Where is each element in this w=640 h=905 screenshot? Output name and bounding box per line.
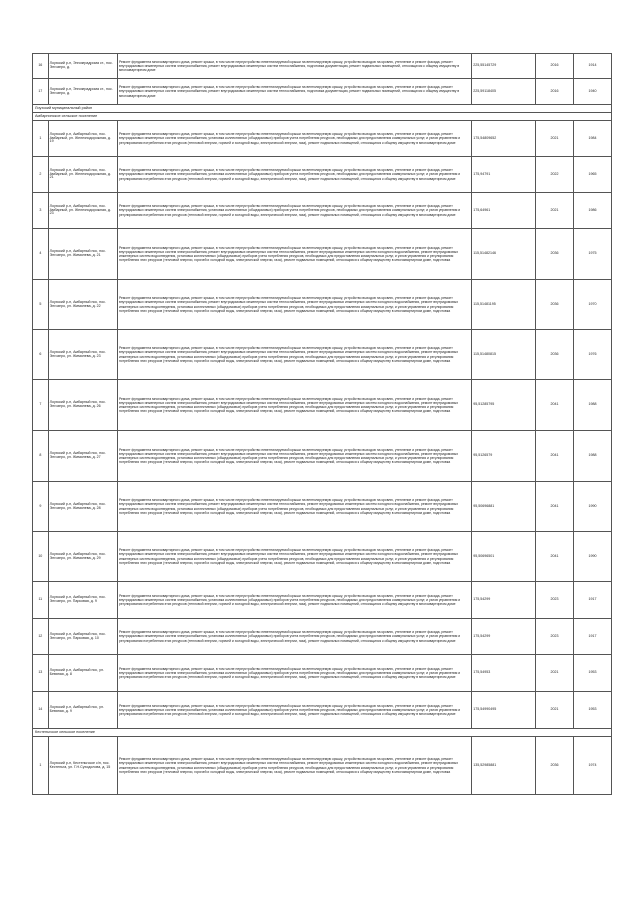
cost-cell: 95,50696881 — [472, 482, 536, 532]
cost-cell: 175,54990495 — [472, 692, 536, 729]
plan-year-cell: 2041 — [535, 482, 573, 532]
plan-year-cell: 2041 — [535, 431, 573, 482]
table-row — [33, 193, 612, 229]
cost-cell: 95,5126579 — [472, 431, 536, 482]
section-title: Кестеньгское сельское поселение — [33, 729, 612, 737]
plan-year-cell: 2021 — [535, 193, 573, 229]
cost-cell: 175,54299 — [472, 619, 536, 655]
address-cell: Лоухский р-н, Амбарный пос, пос. Энгозеро, ул. Жимилева, д. 22 — [48, 280, 117, 330]
plan-year-cell: 2036 — [535, 330, 573, 380]
plan-year-cell: 2016 — [535, 54, 573, 79]
address-cell: Лоухский р-н, Амбарный пос, ул. Бевяная, д. 8 — [48, 655, 117, 692]
address-cell: Лоухский р-н, Амбарный пос, пос. Амбарный, ул. Железнодорожная, д. 21 — [48, 157, 117, 193]
plan-year-cell: 2036 — [535, 280, 573, 330]
cost-cell: 115,51482146 — [472, 229, 536, 280]
address-cell: Лоухский р-н, Кестеньгское с/п, пос. Кестеньга, ул. Г.Н.Суходолова, д. 15 — [48, 737, 117, 795]
table-row — [33, 229, 612, 280]
plan-year-cell: 2016 — [535, 79, 573, 105]
row-number: 17 — [33, 79, 49, 105]
plan-year-cell: 2041 — [535, 532, 573, 582]
table-row — [33, 482, 612, 532]
works-cell: Ремонт фундамента многоквартирного дома, ремонт крыши, в том числе переустройство невентилируемой крыши на вентилируемую крышу, устройство выходов на кровлю, утепление и ремонт фасада, ремонт внутридомовых инженерных систем электроснабжения, ремонт внутридомовых инженерных систем теплоснабжения, ремонт внутридомовых инженерных систем холодного водоснабжения, ремонт внутридомовых инженерных систем водоотведения, установка коллективных (общедомовых) приборов учета потребления ресурсов, необходимых для предоставления коммунальных услуг, и узлов управления и регулирования потребления этих ресурсов (тепловой энергии, горячей и холодной воды, электрической энергии, газа), ремонт подвальных помещений, относящихся к общему имуществу в многоквартирном доме, подготовка — [117, 330, 471, 380]
cost-cell: 175,94791 — [472, 157, 536, 193]
cost-cell: 115,51481195 — [472, 280, 536, 330]
works-cell: Ремонт фундамента многоквартирного дома, ремонт крыши, в том числе переустройство невентилируемой крыши на вентилируемую крышу, устройство выходов на кровлю, утепление и ремонт фасада, ремонт внутридомовых инженерных систем электроснабжения, ремонт внутридомовых инженерных систем теплоснабжения, ремонт внутридомовых инженерных систем холодного водоснабжения, ремонт внутридомовых инженерных систем водоотведения, установка коллективных (общедомовых) приборов учета потребления ресурсов, необходимых для предоставления коммунальных услуг, и узлов управления и регулирования потребления этих ресурсов (тепловой энергии, горячей и холодной воды, электрической энергии, газа), ремонт подвальных помещений, относящихся к общему имуществу в многоквартирном доме, подготовка — [117, 431, 471, 482]
row-number: 3 — [33, 193, 49, 229]
build-year-cell: 1990 — [573, 482, 611, 532]
address-cell: Лоухский р-н, Амбарный пос, пос. Энгозеро, ул. Парковая, д. 10 — [48, 619, 117, 655]
document-page — [32, 53, 612, 795]
build-year-cell: 1974 — [573, 737, 611, 795]
row-number: 9 — [33, 482, 49, 532]
address-cell: Лоухский р-н, Амбарный пос, пос. Энгозеро, ул. Жимилева, д. 29 — [48, 532, 117, 582]
table-row — [33, 582, 612, 619]
plan-year-cell: 2021 — [535, 692, 573, 729]
build-year-cell: 1914 — [573, 54, 611, 79]
build-year-cell: 1975 — [573, 229, 611, 280]
plan-year-cell: 2023 — [535, 582, 573, 619]
build-year-cell: 1917 — [573, 582, 611, 619]
row-number: 1 — [33, 121, 49, 157]
row-number: 12 — [33, 619, 49, 655]
row-number: 6 — [33, 330, 49, 380]
section-title: Лоухский муниципальный район — [33, 105, 612, 113]
table-row — [33, 532, 612, 582]
works-cell: Ремонт фундамента многоквартирного дома, ремонт крыши, в том числе переустройство невентилируемой крыши на вентилируемую крышу, устройство выходов на кровлю, утепление и ремонт фасада, ремонт внутридомовых инженерных систем электроснабжения, ремонт внутридомовых инженерных систем теплоснабжения, подготовка документации, ремонт подвальных помещений, относящихся к общему имуществу в многоквартирном доме — [117, 54, 471, 79]
cost-cell: 175,54953 — [472, 655, 536, 692]
cost-cell: 115,51480815 — [472, 330, 536, 380]
row-number: 13 — [33, 655, 49, 692]
address-cell: Лоухский р-н, Амбарный пос, пос. Энгозеро, ул. Жимилева, д. 23 — [48, 330, 117, 380]
build-year-cell: 1940 — [573, 79, 611, 105]
row-number: 2 — [33, 157, 49, 193]
build-year-cell: 1965 — [573, 157, 611, 193]
works-cell: Ремонт фундамента многоквартирного дома, ремонт крыши, в том числе переустройство невентилируемой крыши на вентилируемую крышу, устройство выходов на кровлю, утепление и ремонт фасада, ремонт внутридомовых инженерных систем электроснабжения, установка коллективных (общедомовых) приборов учета потребления ресурсов, необходимых для предоставления коммунальных услуг, и узлов управления и регулирования потребления этих ресурсов (тепловой энергии, горячей и холодной воды, электрической энергии, газа), ремонт подвальных помещений, относящихся к общему имуществу в многоквартирном доме — [117, 121, 471, 157]
table-row — [33, 280, 612, 330]
works-cell: Ремонт фундамента многоквартирного дома, ремонт крыши, в том числе переустройство невентилируемой крыши на вентилируемую крышу, устройство выходов на кровлю, утепление и ремонт фасада, ремонт внутридомовых инженерных систем электроснабжения, ремонт внутридомовых инженерных систем теплоснабжения, ремонт внутридомовых инженерных систем холодного водоснабжения, ремонт внутридомовых инженерных систем водоотведения, установка коллективных (общедомовых) приборов учета потребления ресурсов, необходимых для предоставления коммунальных услуг, и узлов управления и регулирования потребления этих ресурсов (тепловой энергии, горячей и холодной воды, электрической энергии, газа), ремонт подвальных помещений, относящихся к общему имуществу в многоквартирном доме, подготовка — [117, 380, 471, 431]
table-row — [33, 692, 612, 729]
section-row-settlement — [33, 113, 612, 121]
works-cell: Ремонт фундамента многоквартирного дома, ремонт крыши, в том числе переустройство невентилируемой крыши на вентилируемую крышу, устройство выходов на кровлю, утепление и ремонт фасада, ремонт внутридомовых инженерных систем электроснабжения, ремонт внутридомовых инженерных систем теплоснабжения, ремонт внутридомовых инженерных систем холодного водоснабжения, ремонт внутридомовых инженерных систем водоотведения, установка коллективных (общедомовых) приборов учета потребления ресурсов, необходимых для предоставления коммунальных услуг, и узлов управления и регулирования потребления этих ресурсов (тепловой энергии, горячей и холодной воды, электрической энергии, газа), ремонт подвальных помещений, относящихся к общему имуществу в многоквартирном доме, подготовка — [117, 280, 471, 330]
works-cell: Ремонт фундамента многоквартирного дома, ремонт крыши, в том числе переустройство невентилируемой крыши на вентилируемую крышу, устройство выходов на кровлю, утепление и ремонт фасада, ремонт внутридомовых инженерных систем электроснабжения, ремонт внутридомовых инженерных систем теплоснабжения, ремонт внутридомовых инженерных систем холодного водоснабжения, ремонт внутридомовых инженерных систем водоотведения, установка коллективных (общедомовых) приборов учета потребления ресурсов, необходимых для предоставления коммунальных услуг, и узлов управления и регулирования потребления этих ресурсов (тепловой энергии, горячей и холодной воды, электрической энергии, газа), ремонт подвальных помещений, относящихся к общему имуществу в многоквартирном доме, подготовка — [117, 482, 471, 532]
build-year-cell: 1988 — [573, 431, 611, 482]
build-year-cell: 1953 — [573, 692, 611, 729]
cost-cell: 95,51285795 — [472, 380, 536, 431]
cost-cell: 135,52985881 — [472, 737, 536, 795]
plan-year-cell: 2036 — [535, 229, 573, 280]
address-cell: Лоухский р-н, Амбарный пос, ул. Бевяная, д. 9 — [48, 692, 117, 729]
row-number: 5 — [33, 280, 49, 330]
build-year-cell: 1970 — [573, 280, 611, 330]
build-year-cell: 1984 — [573, 121, 611, 157]
table-row — [33, 431, 612, 482]
works-cell: Ремонт фундамента многоквартирного дома, ремонт крыши, в том числе переустройство невентилируемой крыши на вентилируемую крышу, устройство выходов на кровлю, утепление и ремонт фасада, ремонт внутридомовых инженерных систем электроснабжения, установка коллективных (общедомовых) приборов учета потребления ресурсов, необходимых для предоставления коммунальных услуг, и узлов управления и регулирования потребления этих ресурсов (тепловой энергии, горячей и холодной воды, электрической энергии, газа), ремонт подвальных помещений, относящихся к общему имуществу в многоквартирном доме — [117, 655, 471, 692]
table-row — [33, 380, 612, 431]
works-cell: Ремонт фундамента многоквартирного дома, ремонт крыши, в том числе переустройство невентилируемой крыши на вентилируемую крышу, устройство выходов на кровлю, утепление и ремонт фасада, ремонт внутридомовых инженерных систем электроснабжения, установка коллективных (общедомовых) приборов учета потребления ресурсов, необходимых для предоставления коммунальных услуг, и узлов управления и регулирования потребления этих ресурсов (тепловой энергии, горячей и холодной воды, электрической энергии, газа), ремонт подвальных помещений, относящихся к общему имуществу в многоквартирном доме — [117, 582, 471, 619]
works-cell: Ремонт фундамента многоквартирного дома, ремонт крыши, в том числе переустройство невентилируемой крыши на вентилируемую крышу, устройство выходов на кровлю, утепление и ремонт фасада, ремонт внутридомовых инженерных систем электроснабжения, установка коллективных (общедомовых) приборов учета потребления ресурсов, необходимых для предоставления коммунальных услуг, и узлов управления и регулирования потребления этих ресурсов (тепловой энергии, горячей и холодной воды, электрической энергии, газа), ремонт подвальных помещений, относящихся к общему имуществу в многоквартирном доме — [117, 619, 471, 655]
table-row — [33, 121, 612, 157]
build-year-cell: 1990 — [573, 532, 611, 582]
table-row — [33, 737, 612, 795]
cost-cell: 175,64961 — [472, 193, 536, 229]
address-cell: Лоухский р-н, Амбарный пос, пос. Энгозеро, ул. Жимилева, д. 27 — [48, 431, 117, 482]
section-row-settlement-2 — [33, 729, 612, 737]
works-cell: Ремонт фундамента многоквартирного дома, ремонт крыши, в том числе переустройство невентилируемой крыши на вентилируемую крышу, устройство выходов на кровлю, утепление и ремонт фасада, ремонт внутридомовых инженерных систем электроснабжения, ремонт внутридомовых инженерных систем теплоснабжения, подготовка документации, ремонт подвальных помещений, относящихся к общему имуществу в многоквартирном доме — [117, 79, 471, 105]
cost-cell: 225,59118405 — [472, 79, 536, 105]
plan-year-cell: 2022 — [535, 157, 573, 193]
address-cell: Лоухский р-н, Энгозерадрома ст., пос. Энгозеро, д. — [48, 54, 117, 79]
plan-year-cell: 2036 — [535, 737, 573, 795]
build-year-cell: 1917 — [573, 619, 611, 655]
plan-year-cell: 2041 — [535, 380, 573, 431]
row-number: 11 — [33, 582, 49, 619]
table-row — [33, 157, 612, 193]
cost-cell: 175,54809652 — [472, 121, 536, 157]
address-cell: Лоухский р-н, Амбарный пос, пос. Энгозеро, ул. Жимилева, д. 28 — [48, 482, 117, 532]
plan-year-cell: 2021 — [535, 121, 573, 157]
row-number: 10 — [33, 532, 49, 582]
address-cell: Лоухский р-н, Амбарный пос, пос. Энгозеро, ул. Жимилева, д. 26 — [48, 380, 117, 431]
row-number: 14 — [33, 692, 49, 729]
cost-cell: 175,54299 — [472, 582, 536, 619]
row-number: 4 — [33, 229, 49, 280]
repair-program-table — [32, 53, 612, 795]
build-year-cell: 1986 — [573, 193, 611, 229]
section-row-district — [33, 105, 612, 113]
row-number: 1 — [33, 737, 49, 795]
works-cell: Ремонт фундамента многоквартирного дома, ремонт крыши, в том числе переустройство невентилируемой крыши на вентилируемую крышу, устройство выходов на кровлю, утепление и ремонт фасада, ремонт внутридомовых инженерных систем электроснабжения, установка коллективных (общедомовых) приборов учета потребления ресурсов, необходимых для предоставления коммунальных услуг, и узлов управления и регулирования потребления этих ресурсов (тепловой энергии, горячей и холодной воды, электрической энергии, газа), ремонт подвальных помещений, относящихся к общему имуществу в многоквартирном доме — [117, 193, 471, 229]
plan-year-cell: 2021 — [535, 655, 573, 692]
row-number: 16 — [33, 54, 49, 79]
works-cell: Ремонт фундамента многоквартирного дома, ремонт крыши, в том числе переустройство невентилируемой крыши на вентилируемую крышу, устройство выходов на кровлю, утепление и ремонт фасада, ремонт внутридомовых инженерных систем электроснабжения, ремонт внутридомовых инженерных систем теплоснабжения, ремонт внутридомовых инженерных систем холодного водоснабжения, ремонт внутридомовых инженерных систем водоотведения, установка коллективных (общедомовых) приборов учета потребления ресурсов, необходимых для предоставления коммунальных услуг, и узлов управления и регулирования потребления этих ресурсов (тепловой энергии, горячей и холодной воды, электрической энергии, газа), ремонт подвальных помещений, относящихся к общему имуществу в многоквартирном доме, подготовка — [117, 532, 471, 582]
table-row — [33, 79, 612, 105]
build-year-cell: 1988 — [573, 380, 611, 431]
table-row — [33, 619, 612, 655]
table-row — [33, 655, 612, 692]
address-cell: Лоухский р-н, Энгозерадрома ст., пос. Энгозеро, д. — [48, 79, 117, 105]
row-number: 7 — [33, 380, 49, 431]
works-cell: Ремонт фундамента многоквартирного дома, ремонт крыши, в том числе переустройство невентилируемой крыши на вентилируемую крышу, устройство выходов на кровлю, утепление и ремонт фасада, ремонт внутридомовых инженерных систем электроснабжения, установка коллективных (общедомовых) приборов учета потребления ресурсов, необходимых для предоставления коммунальных услуг, и узлов управления и регулирования потребления этих ресурсов (тепловой энергии, горячей и холодной воды, электрической энергии, газа), ремонт подвальных помещений, относящихся к общему имуществу в многоквартирном доме — [117, 157, 471, 193]
cost-cell: 95,50696501 — [472, 532, 536, 582]
address-cell: Лоухский р-н, Амбарный пос, пос. Энгозеро, ул. Парковая, д. 9 — [48, 582, 117, 619]
table-row — [33, 330, 612, 380]
address-cell: Лоухский р-н, Амбарный пос, пос. Энгозеро, ул. Жимилева, д. 21 — [48, 229, 117, 280]
build-year-cell: 1953 — [573, 655, 611, 692]
address-cell: Лоухский р-н, Амбарный пос, пос. Амбарный, ул. Железнодорожная, д. 23 — [48, 193, 117, 229]
section-title: Амбарнинское сельское поселение — [33, 113, 612, 121]
build-year-cell: 1976 — [573, 330, 611, 380]
table-row — [33, 54, 612, 79]
row-number: 8 — [33, 431, 49, 482]
works-cell: Ремонт фундамента многоквартирного дома, ремонт крыши, в том числе переустройство невентилируемой крыши на вентилируемую крышу, устройство выходов на кровлю, утепление и ремонт фасада, ремонт внутридомовых инженерных систем электроснабжения, ремонт внутридомовых инженерных систем теплоснабжения, ремонт внутридомовых инженерных систем холодного водоснабжения, ремонт внутридомовых инженерных систем водоотведения, установка коллективных (общедомовых) приборов учета потребления ресурсов, необходимых для предоставления коммунальных услуг, и узлов управления и регулирования потребления этих ресурсов (тепловой энергии, горячей и холодной воды, электрической энергии, газа), ремонт подвальных помещений, относящихся к общему имуществу в многоквартирном доме, подготовка — [117, 737, 471, 795]
works-cell: Ремонт фундамента многоквартирного дома, ремонт крыши, в том числе переустройство невентилируемой крыши на вентилируемую крышу, устройство выходов на кровлю, утепление и ремонт фасада, ремонт внутридомовых инженерных систем электроснабжения, ремонт внутридомовых инженерных систем теплоснабжения, ремонт внутридомовых инженерных систем холодного водоснабжения, ремонт внутридомовых инженерных систем водоотведения, установка коллективных (общедомовых) приборов учета потребления ресурсов, необходимых для предоставления коммунальных услуг, и узлов управления и регулирования потребления этих ресурсов (тепловой энергии, горячей и холодной воды, электрической энергии, газа), ремонт подвальных помещений, относящихся к общему имуществу в многоквартирном доме, подготовка — [117, 229, 471, 280]
plan-year-cell: 2023 — [535, 619, 573, 655]
address-cell: Лоухский р-н, Амбарный пос, пос. Амбарный, ул. Железнодорожная, д. 19 — [48, 121, 117, 157]
cost-cell: 225,55145729 — [472, 54, 536, 79]
works-cell: Ремонт фундамента многоквартирного дома, ремонт крыши, в том числе переустройство невентилируемой крыши на вентилируемую крышу, устройство выходов на кровлю, утепление и ремонт фасада, ремонт внутридомовых инженерных систем электроснабжения, установка коллективных (общедомовых) приборов учета потребления ресурсов, необходимых для предоставления коммунальных услуг, и узлов управления и регулирования потребления этих ресурсов (тепловой энергии, горячей и холодной воды, электрической энергии, газа), ремонт подвальных помещений, относящихся к общему имуществу в многоквартирном доме — [117, 692, 471, 729]
